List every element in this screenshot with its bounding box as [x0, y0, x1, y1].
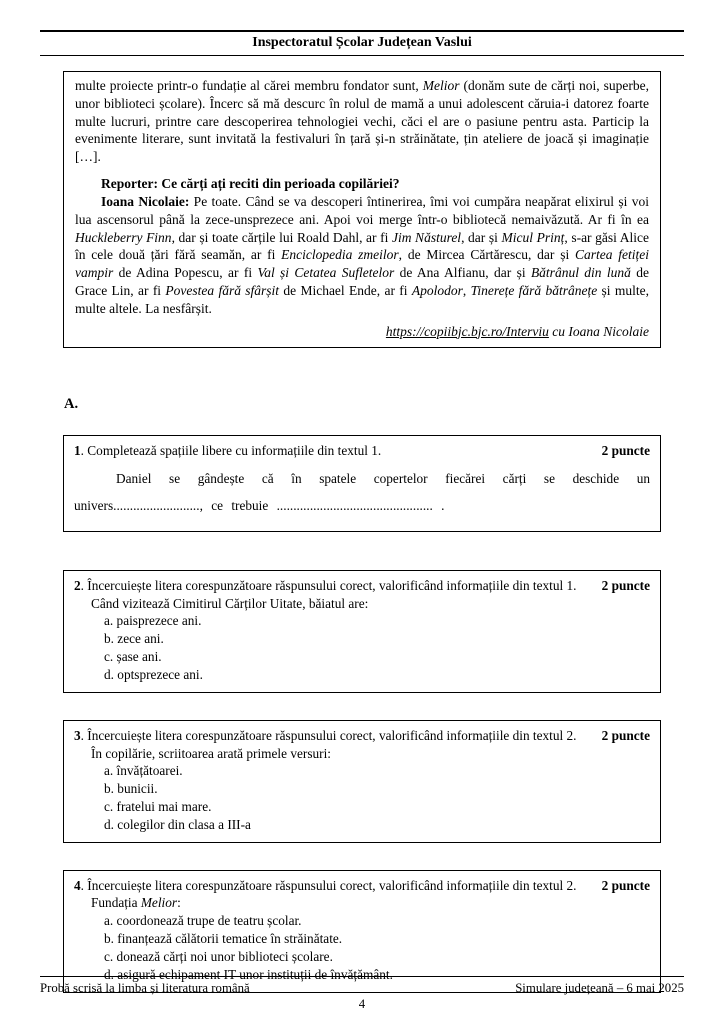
question-3-stem: În copilărie, scriitoarea arată primele versuri: — [91, 745, 331, 761]
source-link[interactable]: https://copiibjc.bjc.ro/Interviu — [385, 323, 549, 339]
question-4-prompt — [74, 877, 590, 895]
question-2-stem: Când vizitează Cimitirul Cărților Uitate, băiatul are: — [91, 595, 369, 611]
question-1-header — [74, 442, 650, 460]
question-3-option-d: d. colegilor din clasa a III-a — [104, 816, 251, 832]
source-attribution — [75, 323, 649, 341]
question-3-box — [63, 720, 661, 843]
question-4-prompt-text: . Încercuiește litera corespunzătoare răspunsului corect, valorificând informațiile din textul 2. — [80, 877, 577, 893]
question-4-option-b: b. finanțează călătorii tematice în străinătate. — [104, 930, 343, 946]
question-2-option-c: c. șase ani. — [104, 649, 162, 665]
section-a-label: A. — [64, 396, 79, 413]
page-footer — [40, 976, 684, 1012]
question-3-options — [104, 762, 650, 834]
page-header — [40, 30, 684, 56]
question-1-fill-in-text: Daniel se gândește că în spatele copertelor fiecărei cărți se deschide un univers.........................., ce trebuie ............................................... . — [74, 470, 650, 513]
question-1-prompt-text: . Completează spațiile libere cu informațiile din textul 1. — [80, 443, 382, 459]
question-2-option-a: a. paisprezece ani. — [104, 613, 202, 629]
reporter-question: Reporter: Ce cărți ați reciti din perioada copilăriei? — [101, 176, 400, 192]
footer-exam-name: Probă scrisă la limba și literatura română — [40, 981, 250, 995]
question-2-options — [104, 612, 650, 684]
question-4-option-a: a. coordonează trupe de teatru școlar. — [104, 912, 302, 928]
question-4-number: 4 — [74, 877, 81, 893]
source-author: cu Ioana Nicolaie — [548, 323, 649, 339]
question-3-points: 2 puncte — [601, 727, 650, 743]
question-2-number: 2 — [74, 578, 81, 594]
question-1-number: 1 — [74, 443, 81, 459]
question-3-header — [74, 727, 650, 745]
question-2-prompt-text: . Încercuiește litera corespunzătoare răspunsului corect, valorificând informațiile din textul 1. — [80, 578, 577, 594]
question-3-option-b: b. bunicii. — [104, 780, 158, 796]
question-2-option-d: d. optsprezece ani. — [104, 667, 203, 683]
question-2-option-b: b. zece ani. — [104, 631, 164, 647]
page-number: 4 — [358, 997, 366, 1011]
question-3-option-c: c. fratelui mai mare. — [104, 798, 212, 814]
question-4-options — [104, 912, 650, 984]
question-4-option-c: c. donează cărți noi unor biblioteci școlare. — [104, 948, 333, 964]
footer-exam-session: Simulare județeană – 6 mai 2025 — [515, 981, 684, 995]
question-2-box — [63, 570, 661, 693]
question-4-stem: Fundația Melior: — [91, 895, 181, 911]
question-3-prompt-text: . Încercuiește litera corespunzătoare răspunsului corect, valorificând informațiile din textul 2. — [80, 727, 577, 743]
source-paragraph-1: multe proiecte printr-o fundație al cărei membru fondator sunt, Melior (donăm sute de cărți noi, superbe, unor biblioteci școlare). Încerc să mă descurc în rolul de mamă a unui adolescent căruia-i datorez foarte multe lucruri, printre care descoperirea tehnologiei vechi, căci el are o pasiune pentru asta. Particip la evenimente literare, sunt invitată la festivaluri în țară și-n străinătate, țin ateliere de joacă și imaginație […]. — [75, 78, 650, 165]
footer-rule-row — [40, 976, 684, 996]
question-2-header — [74, 577, 650, 595]
question-1-box — [63, 435, 661, 532]
question-2-prompt — [74, 577, 590, 595]
source-text-box — [63, 71, 661, 348]
question-3-option-a: a. învățătoarei. — [104, 763, 183, 779]
question-3-number: 3 — [74, 727, 81, 743]
question-1-prompt — [74, 442, 590, 460]
question-4-points: 2 puncte — [601, 877, 650, 893]
institution-title: Inspectoratul Școlar Județean Vaslui — [252, 35, 472, 50]
question-2-points: 2 puncte — [601, 578, 650, 594]
question-1-points: 2 puncte — [601, 443, 650, 459]
question-4-header — [74, 877, 650, 895]
question-4-box — [63, 870, 661, 993]
question-4-option-d: d. asigură echipament IT unor instituții de învățământ. — [104, 966, 393, 982]
question-3-prompt — [74, 727, 590, 745]
interview-answer: Ioana Nicolaie: Pe toate. Când se va descoperi întinerirea, îmi voi cumpăra neapărat elixirul și voi lua ascensorul până la zece-unsprezece ani. Apoi voi merge într-o bibliotecă nemaivăzută. Ar fi în ea Huckleberry Finn, dar și toate cărțile lui Roald Dahl, ar fi Jim Năsturel, dar și Micul Prinț, s-ar găsi Alice în cele două țări fără seamăn, ar fi Enciclopedia zmeilor, de Mircea Cărtărescu, dar și Cartea fetiței vampir de Adina Popescu, ar fi Val și Cetatea Sufletelor de Ana Alfianu, dar și Bătrânul din lună de Grace Lin, ar fi Povestea fără sfârșit de Michael Ende, ar fi Apolodor, Tinerețe fără bătrânețe și multe, multe altele. La nesfârșit. — [75, 193, 649, 316]
